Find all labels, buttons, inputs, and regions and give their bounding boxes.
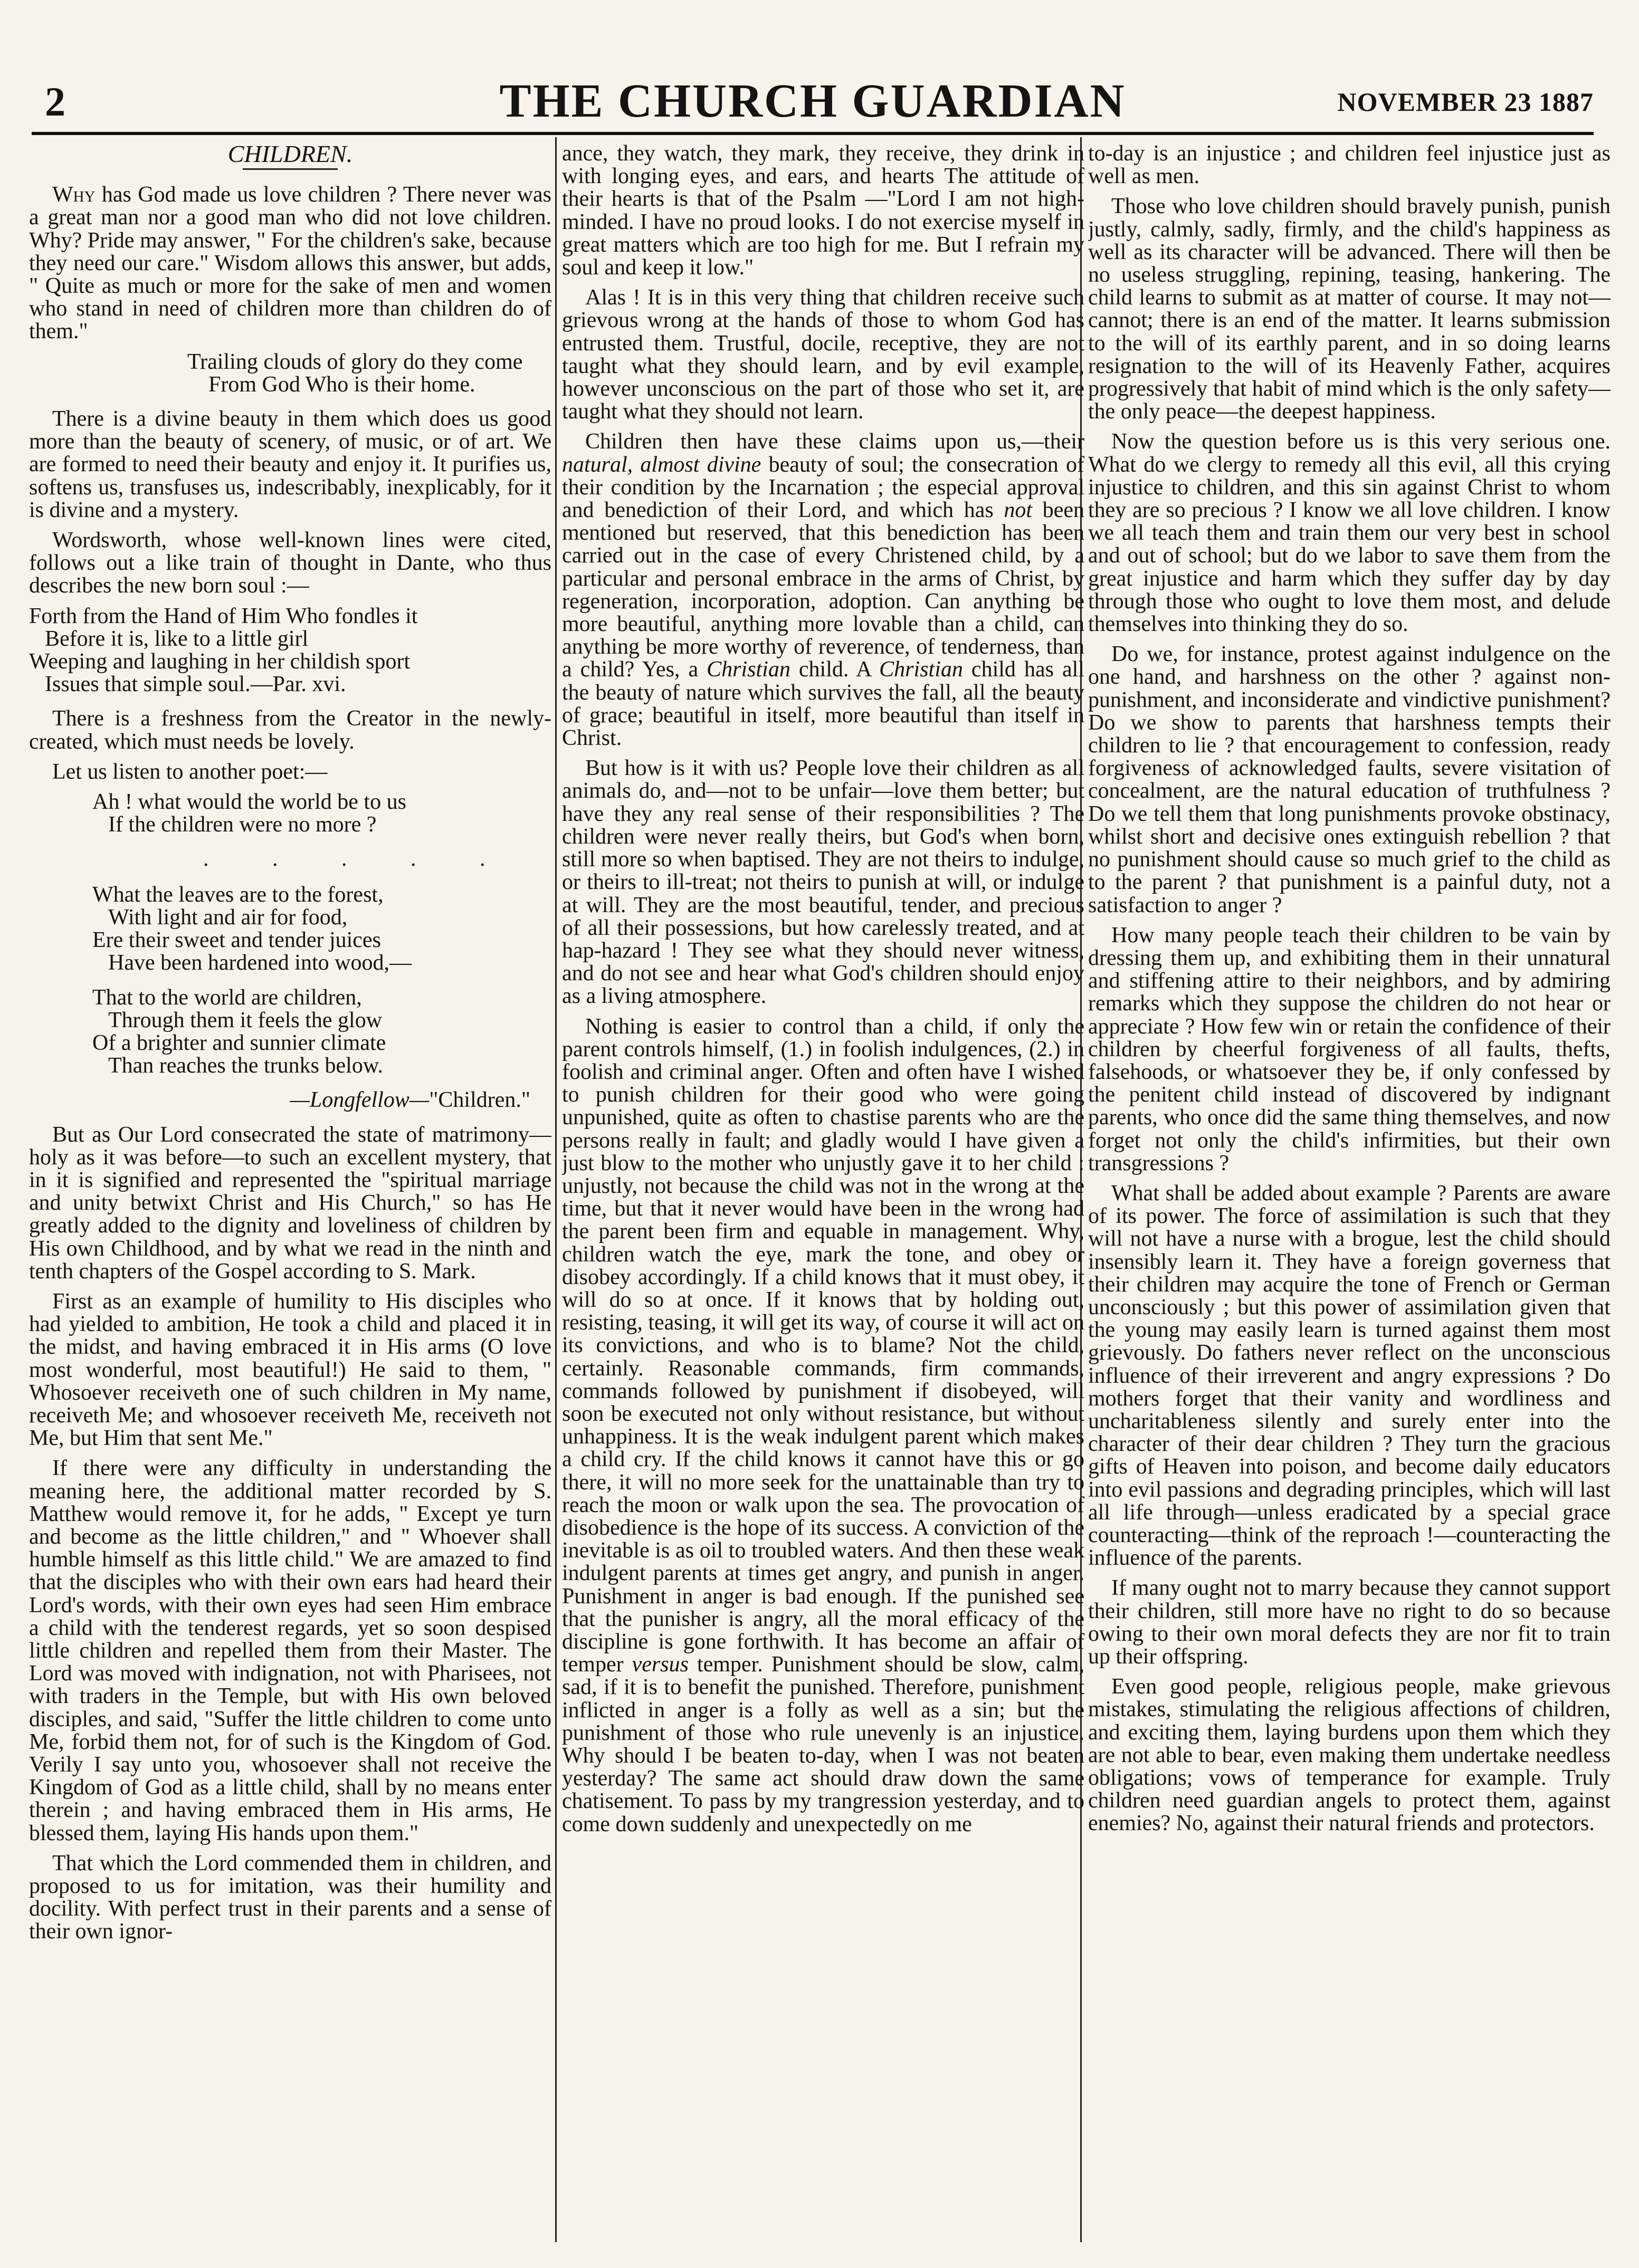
paragraph: Let us listen to another poet:— — [52, 759, 328, 784]
text-run: child has all the beauty of nature which survives the fall, all the beauty of grace; beautiful in itself, more beautiful than itself in Christ. — [562, 657, 1084, 751]
paragraph — [562, 1016, 1084, 1836]
italic-run: natural, almost divine — [562, 452, 761, 477]
verse-line: Than reaches the trunks below. — [108, 1054, 383, 1078]
text-run: Children then have these claims upon us,—their — [585, 429, 1084, 454]
paragraph: Do we, for instance, protest against indulgence on the one hand, and harshness on the other ? against non-punishment, and inconsiderate and vindictive punishment? Do we show to parents that harshness tempts their children to lie ? that encouragement to confession, ready forgiveness of acknowledged faults, severe visitation of concealment, are the natural education of truthfulness ? Do we tell them that long punishments provoke obstinacy, whilst short and decisive ones extinguish rebellion ? that no punishment should cause so much grief to the child as to the parent ? that punishment is a painful duty, not a satisfaction to anger ? — [1088, 642, 1611, 917]
paragraph: to-day is an injustice ; and children feel injustice just as well as men. — [1088, 142, 1611, 189]
wordsworth-couplet — [29, 351, 551, 396]
lead-word: Why — [52, 183, 96, 207]
verse-line: Ere their sweet and tender juices — [92, 928, 381, 953]
paragraph: Alas ! It is in this very thing that children receive such grievous wrong at the hands of those to whom God has entrusted them. Trustful, docile, receptive, they are not taught what they should learn, and by evil example, however unconscious on the part of those who set it, are taught what they should not learn. — [562, 285, 1084, 424]
italic-run: Christian — [879, 657, 963, 682]
paragraph: If there were any difficulty in understanding the meaning here, the additional matter recorded by S. Matthew would remove it, for he adds, " Except ye turn and become as the little children," and " Whoever shall humble himself as this little child." We are amazed to find that the disciples who with their own ears had heard their Lord's words, with their own eyes had seen Him embrace a child with the tenderest regards, yet so soon despised little children and repelled them from their Master. The Lord was moved with indignation, not with Pharisees, not with traders in the Temple, but with His own beloved disciples, and said, "Suffer the little children to come unto Me, forbid them not, for of such is the Kingdom of God. Verily I say unto you, whosoever shall not receive the Kingdom of God as a little child, shall by no means enter therein ; and having embraced them in His arms, He blessed them, laying His hands upon them." — [29, 1456, 551, 1845]
text-run: temper. Punishment should be slow, calm, sad, if it is to benefit the punished. Therefore, punishment inflicted in anger is a folly as well as a sin; but the punishment of those who rule unevenly is an injustice. Why should I be beaten to-day, when I was not beaten yesterday? The same act should draw down the same chatisement. To pass by my trangression yesterday, and to come down suddenly and unexpectedly on me — [562, 1652, 1084, 1836]
paragraph: First as an example of humility to His disciples who had yielded to ambition, He took a child and placed it in the midst, and having embraced it in His arms (O love most wonderful, most beautiful!) He said to them, " Whosoever receiveth one of such children in My name, receiveth Me; and whosoever receiveth Me, receiveth not Me, but Him that sent Me." — [29, 1289, 551, 1451]
text-run: Nothing is easier to control than a child, if only the parent controls himself, (1.) in foolish indulgences, (2.) in foolish and criminal anger. Often and often have I wished to punish children for their good who were going unpunished, quite as often to chastise parents who are the persons really in fault; and gladly would I have given a just blow to the mother who unjustly gave it to her child : unjustly, not because the child was not in the wrong at the time, but that it never would have been in the wrong had the parent been firm and equable in management. Why, children watch the eye, mark the tone, and obey or disobey accordingly. If a child knows that it must obey, it will do so at once. If it knows that by holding out, resisting, teasing, it will get its way, of course it will act on its convictions, and who is to blame? Not the child, certainly. Reasonable commands, firm commands, commands followed by punishment if disobeyed, will soon be executed not only without resistance, but without unhappiness. It is the weak indulgent parent which makes a child cry. If the child knows it cannot have this or go there, it will no more seek for the unattainable than try to reach the moon or walk upon the sea. The provocation of disobedience is the hope of its success. A conviction of the inevitable is as oil to troubled waters. And then these weak indulgent parents at times get angry, and punish in anger. Punishment in anger is bad enough. If the punished see that the punisher is angry, all the moral efficacy of the discipline is gone forthwith. It has become an affair of temper — [562, 1014, 1084, 1677]
paragraph: How many people teach their children to be vain by dressing them up, and exhibiting them in their unnatural and stiffening attire to their neighbors, and by admiring remarks which they suppose the children do not hear or appreciate ? How few win or retain the confidence of their children by cheerful forgiveness of all faults, thefts, falsehoods, or whatsoever they be, if only confessed by the penitent child instead of discovered by indignant parents, who once did the same thing themselves, and now forget not only the child's infirmities, but their own transgressions ? — [1088, 923, 1611, 1175]
verse-line: Ah ! what would the world be to us — [92, 790, 406, 815]
header-rule — [32, 132, 1594, 135]
text-run: been mentioned but reserved, that this benediction has been carried out in the case of every Christened child, by a particular and personal embrace in the arms of Christ, by regeneration, incorporation, adoption. Can anything be more beautiful, anything more lovable than a child, can anything be more worthy of reverence, of tenderness, than a child? Yes, a — [562, 498, 1084, 682]
verse-line: Have been hardened into wood,— — [108, 951, 412, 975]
verse-line: Issues that simple soul.—Par. xvi. — [45, 672, 346, 697]
article-title: CHILDREN. — [227, 142, 353, 167]
article-column-2 — [562, 142, 1084, 2247]
column-divider — [555, 137, 557, 2242]
text-run: child. A — [790, 657, 880, 682]
longfellow-stanza-2 — [29, 884, 551, 975]
verse-line: From God Who is their home. — [208, 372, 475, 397]
paragraph: But how is it with us? People love their children as all animals do, and—not to be unfair—love them better; but have they any real sense of their responsibilities ? The children were never really theirs, but God's when born, still more so when baptised. They are not theirs to indulge, or theirs to ill-treat; not theirs to punish at will, or indulge at will. They are the most beautiful, tender, and precious of all their possessions, but how carelessly treated, and at hap-hazard ! They see what they should never witness, and do not see and hear what God's children should enjoy as a living atmosphere. — [562, 756, 1084, 1009]
verse-line: Trailing clouds of glory do they come — [187, 349, 523, 374]
issue-date: NOVEMBER 23 1887 — [1337, 87, 1594, 117]
article-column-1 — [29, 142, 551, 2247]
paragraph — [562, 430, 1084, 750]
paragraph: Now the question before us is this very serious one. What do we clergy to remedy all this evil, all this crying injustice to children, and this sin against Christ to whom they are so precious ? I know we all love children. I know we all teach them and train them our very best in school and out of school; but do we labor to save them from the great injustice and harm which they suffer day by day through those who ought to love them most, and delude themselves into thinking they do so. — [1088, 429, 1611, 637]
verse-line: That to the world are children, — [92, 985, 362, 1010]
verse-line: Of a brighter and sunnier climate — [92, 1030, 386, 1055]
verse-line: Forth from the Hand of Him Who fondles it — [29, 604, 418, 628]
verse-line: What the leaves are to the forest, — [92, 882, 384, 907]
verse-line: With light and air for food, — [108, 905, 348, 930]
verse-line: Through them it feels the glow — [108, 1008, 383, 1032]
ellipsis-dots: . . . . . — [203, 847, 514, 872]
title-rule — [243, 168, 338, 170]
longfellow-stanza-1 — [29, 791, 551, 836]
paragraph: But as Our Lord consecrated the state of matrimony—holy as it was before—to such an excellent mystery, that in it is signified and represented the "spiritual marriage and unity betwixt Christ and His Church," so has He greatly added to the dignity and loveliness of children by His own Childhood, and by what we read in the ninth and tenth chapters of the Gospel according to S. Mark. — [29, 1122, 551, 1284]
article-column-3 — [1088, 142, 1611, 2247]
italic-run: not — [1004, 498, 1033, 523]
paragraph: What shall be added about example ? Parents are aware of its power. The force of assimilation is such that they will not have a nurse with a brogue, lest the child should insensibly learn it. They have a foreign governess that their children may acquire the tone of French or German unconsciously ; but this power of assimilation given that the young may easily learn is turned against them most grievously. Do fathers never reflect on the unconscious influence of their irreverent and angry expressions ? Do mothers forget that their vanity and wordliness and uncharitableness silently and surely enter into the character of their dear children ? They turn the gracious gifts of Heaven into poison, and become daily educators into evil passions and degrading principles, which will last all life through—unless eradicated by a special grace counteracting—think of the reproach !—counteracting the influence of the parents. — [1088, 1181, 1611, 1571]
paragraph-text: has God made us love children ? There never was a great man nor a good man who did not love children. Why? Pride may answer, " For the children's sake, because they need our care." Wisdom allows this answer, but adds, " Quite as much or more for the sake of men and women who stand in need of children more than children do of them." — [29, 183, 551, 344]
verse-line: Weeping and laughing in her childish sport — [29, 649, 411, 674]
dante-quote — [29, 605, 551, 696]
masthead — [32, 69, 1594, 132]
italic-run: versus — [632, 1652, 689, 1677]
paragraph: There is a freshness from the Creator in the newly-created, which must needs be lovely. — [29, 706, 551, 754]
paragraph: Those who love children should bravely punish, punish justly, calmly, sadly, firmly, and the child's happiness as well as its character will be advanced. There will then be no useless struggling, repining, teasing, hankering. The child learns to submit as at matter of course. It may not—cannot; there is an end of the matter. It learns submission to the will of its earthly parent, and in so doing learns resignation to the will of its Heavenly Father, acquires progressively that habit of mind which is the only safety—the only peace—the deepest happiness. — [1088, 194, 1611, 424]
attribution-title: "Children." — [429, 1088, 530, 1113]
paragraph — [29, 184, 551, 343]
paragraph: Wordsworth, whose well-known lines were cited, follows out a like train of thought in Dante, who thus describes the new born soul :— — [29, 528, 551, 598]
paragraph: There is a divine beauty in them which does us good more than the beauty of scenery, of music, or of art. We are formed to need their beauty and enjoy it. It purifies us, softens us, transfuses us, indescribably, inexplicably, for it is divine and a mystery. — [29, 407, 551, 522]
longfellow-stanza-3 — [29, 987, 551, 1078]
verse-line: Before it is, like to a little girl — [45, 626, 309, 651]
paragraph: ance, they watch, they mark, they receive, they drink in with longing eyes, and ears, and hearts The attitude of their hearts is that of the Psalm —"Lord I am not high-minded. I have no proud looks. I do not exercise myself in great matters which are too high for me. But I refrain my soul and keep it low." — [562, 142, 1084, 280]
longfellow-attribution — [29, 1089, 551, 1112]
attribution-author: —Longfellow— — [290, 1088, 430, 1113]
paragraph: That which the Lord commended them in children, and proposed to us for imitation, was their humility and docility. With perfect trust in their parents and a sense of their own ignor- — [29, 1851, 551, 1944]
italic-run: Christian — [707, 657, 790, 682]
newspaper-title: THE CHURCH GUARDIAN — [499, 75, 1126, 127]
page-number: 2 — [45, 79, 65, 125]
verse-line: If the children were no more ? — [108, 812, 377, 837]
text-run: beauty of soul; the consecration of their condition by the Incarnation ; the especial approval and benediction of their Lord, and which has — [562, 452, 1084, 523]
paragraph: Even good people, religious people, make grievous mistakes, stimulating the religious affections of children, and exciting them, laying burdens upon them which they are not able to bear, even making them undertake needless obligations; vows of temperance for example. Truly children need guardian angels to protect them, against enemies? No, against their natural friends and protectors. — [1088, 1674, 1611, 1836]
paragraph: If many ought not to marry because they cannot support their children, still more have no right to do so because owing to their own moral defects they are nor fit to train up their offspring. — [1088, 1576, 1611, 1669]
